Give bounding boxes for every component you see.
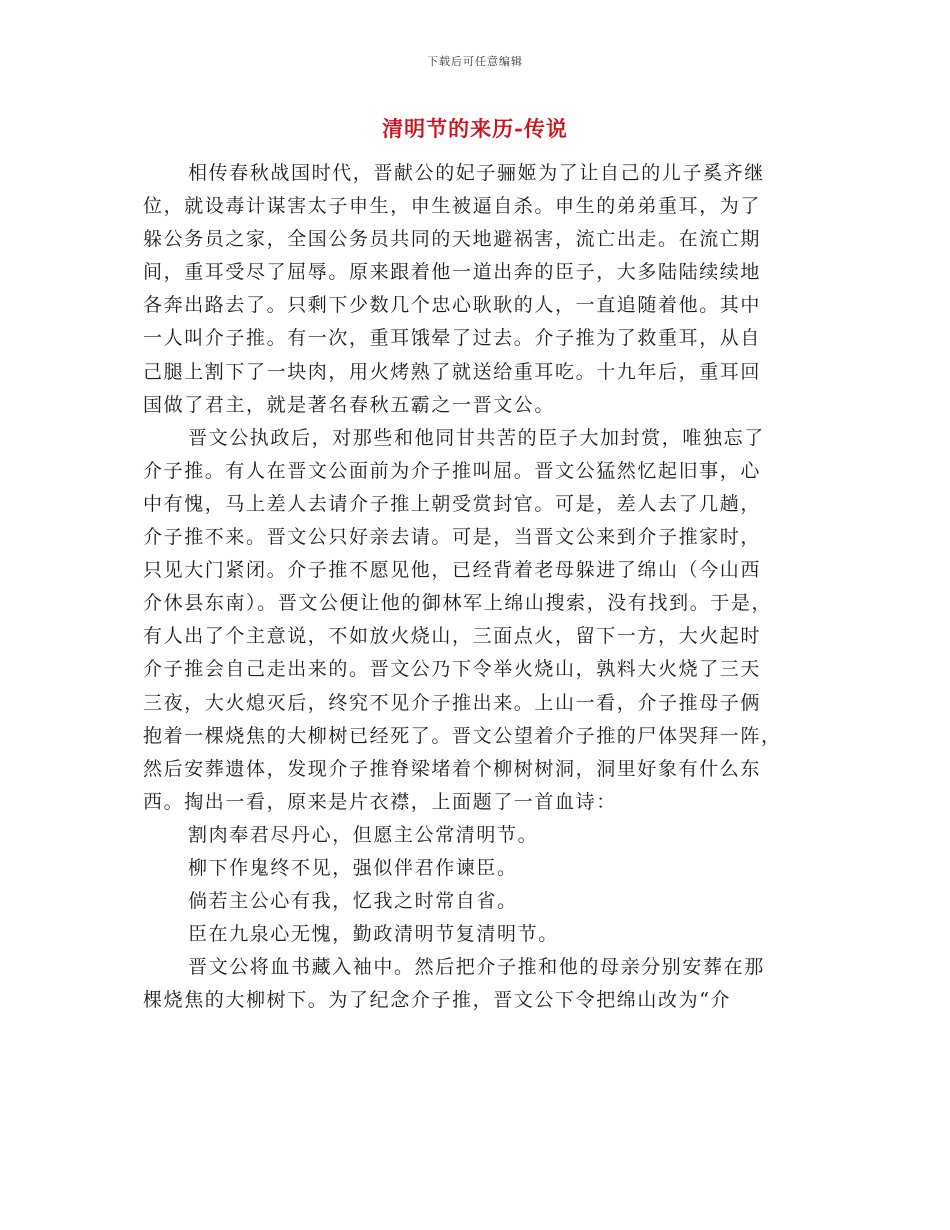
text-line: 相传春秋战国时代，晋献公的妃子骊姬为了让自己的儿子奚齐继: [188, 162, 765, 184]
document-title: 清明节的来历-传说: [382, 116, 568, 141]
text-line: 中有愧，马上差人去请介子推上朝受赏封官。可是，差人去了几趟，: [143, 492, 762, 515]
page-header-note: 下载后可任意编辑: [427, 55, 523, 68]
text-line: 然后安葬遗体，发现介子推脊梁堵着个柳树树洞，洞里好象有什么东: [143, 757, 762, 780]
text-line: 晋文公执政后，对那些和他同甘共苦的臣子大加封赏，唯独忘了: [188, 426, 765, 449]
text-line: 棵烧焦的大柳树下。为了纪念介子推，晋文公下令把绵山改为“介: [143, 989, 732, 1012]
text-line: 晋文公将血书藏入袖中。然后把介子推和他的母亲分别安葬在那: [188, 956, 765, 979]
text-line: 间，重耳受尽了屈辱。原来跟着他一道出奔的臣子，大多陆陆续续地: [143, 261, 762, 284]
text-line: 三夜，大火熄灭后，终究不见介子推出来。上山一看，介子推母子俩: [143, 691, 762, 714]
text-line: 一人叫介子推。有一次，重耳饿晕了过去。介子推为了救重耳，从自: [143, 327, 762, 350]
text-line: 抱着一棵烧焦的大柳树已经死了。晋文公望着介子推的尸体哭拜一阵，: [143, 724, 782, 747]
text-line: 国做了君主，就是著名春秋五霸之一晋文公。: [143, 393, 556, 416]
text-line: 西。掏出一看，原来是片衣襟，上面题了一首血诗：: [143, 790, 617, 813]
text-line: 位，就设毒计谋害太子申生，申生被逼自杀。申生的弟弟重耳，为了: [143, 195, 762, 218]
text-line: 介休县东南）。晋文公便让他的御林军上绵山搜索，没有找到。于是，: [143, 592, 773, 615]
text-line: 己腿上割下了一块肉，用火烤熟了就送给重耳吃。十九年后，重耳回: [143, 360, 762, 383]
text-line: 倘若主公心有我，忆我之时常自省。: [188, 890, 518, 913]
text-line: 有人出了个主意说，不如放火烧山，三面点火，留下一方，大火起时: [143, 625, 762, 648]
text-line: 各奔出路去了。只剩下少数几个忠心耿耿的人，一直追随着他。其中: [143, 294, 762, 317]
text-line: 割肉奉君尽丹心，但愿主公常清明节。: [188, 823, 539, 846]
text-line: 躲公务员之家，全国公务员共同的天地避祸害，流亡出走。在流亡期: [143, 228, 762, 251]
text-line: 臣在九泉心无愧，勤政清明节复清明节。: [188, 923, 559, 946]
text-line: 介子推会自己走出来的。晋文公乃下令举火烧山，孰料大火烧了三天: [143, 658, 762, 681]
text-line: 介子推不来。晋文公只好亲去请。可是，当晋文公来到介子推家时，: [143, 526, 762, 549]
document-body: [143, 157, 807, 1017]
text-line: 介子推。有人在晋文公面前为介子推叫屈。晋文公猛然忆起旧事，心: [143, 459, 762, 482]
text-line: 柳下作鬼终不见，强似伴君作谏臣。: [188, 856, 518, 879]
text-line: 只见大门紧闭。介子推不愿见他，已经背着老母躲进了绵山（今山西: [143, 559, 762, 582]
